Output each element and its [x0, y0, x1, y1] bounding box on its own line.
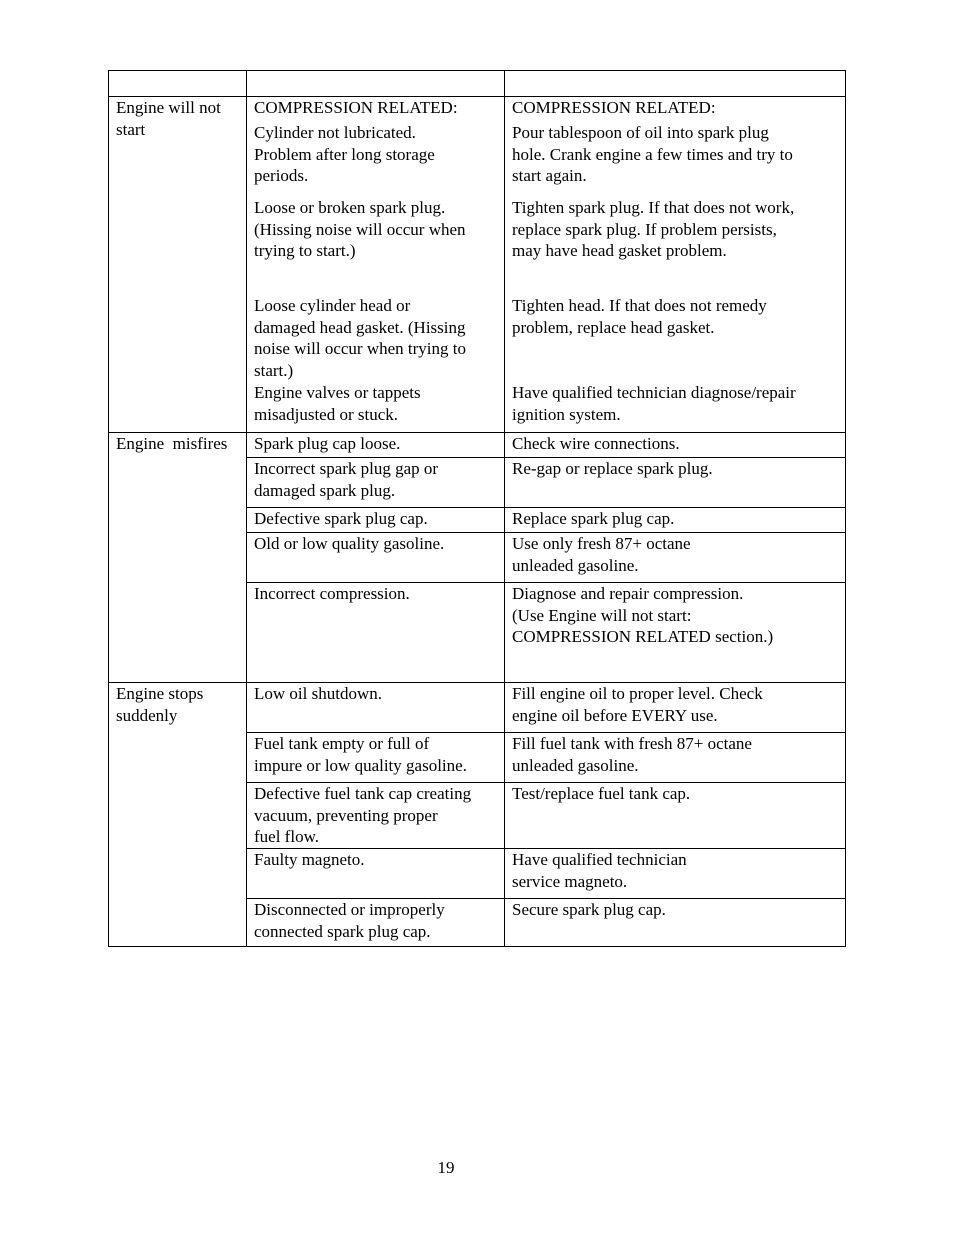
problem-text: Engine misfires: [116, 434, 228, 453]
cause-compression-header: COMPRESSION RELATED:: [254, 98, 458, 117]
problem-cell: [109, 97, 247, 432]
table-header-row: [108, 70, 846, 97]
solution-cell: Re-gap or replace spark plug.: [512, 459, 713, 478]
problem-text: Engine will not: [116, 98, 221, 117]
cause-cell: Faulty magneto.: [247, 849, 505, 898]
problem-text: start: [116, 119, 146, 139]
cause-loose-spark-plug: Loose or broken spark plug. (Hissing noise will occur when trying to start.): [254, 198, 466, 260]
solution-technician-diagnose: Have qualified technician diagnose/repair ignition system.: [512, 383, 796, 424]
problem-cell: [109, 683, 247, 946]
solution-cell: Fill fuel tank with fresh 87+ octane unleaded gasoline.: [512, 734, 752, 775]
table-row: [247, 583, 845, 682]
solution-cell: Replace spark plug cap.: [512, 509, 675, 528]
cause-loose-cylinder-head: Loose cylinder head or damaged head gasket. (Hissing noise will occur when trying to start.): [254, 296, 466, 380]
table-row: [247, 683, 845, 733]
problem-text: suddenly: [116, 705, 178, 725]
solution-pour-oil: Pour tablespoon of oil into spark plug hole. Crank engine a few times and try to start again.: [512, 123, 793, 185]
section-engine-will-not-start: [108, 97, 846, 433]
cause-cell: Disconnected or improperly connected spark plug cap.: [247, 899, 505, 946]
section-engine-misfires: [108, 433, 846, 683]
solution-cell: Fill engine oil to proper level. Check engine oil before EVERY use.: [512, 684, 763, 725]
page-number: 19: [437, 1158, 455, 1177]
cause-cell: Old or low quality gasoline.: [247, 533, 505, 582]
header-cell-cause: [247, 71, 505, 96]
solution-cell: Use only fresh 87+ octane unleaded gasoline.: [512, 534, 691, 575]
solution-tighten-spark-plug: Tighten spark plug. If that does not work, replace spark plug. If problem persists, may have head gasket problem.: [512, 198, 795, 260]
solution-cell: Have qualified technician service magneto.: [512, 850, 687, 891]
cause-cylinder-not-lubricated: Cylinder not lubricated. Problem after long storage periods.: [254, 123, 435, 185]
cause-cell: Incorrect spark plug gap or damaged spark plug.: [247, 458, 505, 507]
cause-engine-valves: Engine valves or tappets misadjusted or stuck.: [254, 383, 421, 424]
problem-cell: [109, 433, 247, 682]
solution-cell: Check wire connections.: [512, 434, 680, 453]
table-row: [247, 433, 845, 458]
cause-cell: Fuel tank empty or full of impure or low quality gasoline.: [247, 733, 505, 782]
cause-cell: Incorrect compression.: [247, 583, 505, 682]
solution-cell: Test/replace fuel tank cap.: [512, 784, 691, 803]
table-row: [247, 733, 845, 783]
table-row: [247, 783, 845, 849]
cause-cell: Low oil shutdown.: [247, 683, 505, 732]
table-row: [247, 849, 845, 899]
header-cell-solution: [505, 71, 845, 96]
table-row: [247, 899, 845, 946]
troubleshooting-table: [108, 70, 846, 947]
cause-cell: Defective fuel tank cap creating vacuum, preventing proper fuel flow.: [247, 783, 505, 848]
solution-cell: Secure spark plug cap.: [512, 900, 666, 919]
solution-cell: Diagnose and repair compression. (Use Engine will not start: COMPRESSION RELATED section.): [512, 584, 774, 646]
table-row: [247, 533, 845, 583]
cause-cell: Defective spark plug cap.: [247, 508, 505, 532]
cause-cell: Spark plug cap loose.: [247, 433, 505, 457]
section-engine-stops-suddenly: [108, 683, 846, 947]
problem-text: Engine stops: [116, 684, 204, 703]
solution-compression-header: COMPRESSION RELATED:: [512, 98, 716, 117]
table-row: [247, 458, 845, 508]
table-row: [247, 508, 845, 533]
solution-tighten-head: Tighten head. If that does not remedy problem, replace head gasket.: [512, 296, 767, 337]
header-cell-problem: [109, 71, 247, 96]
